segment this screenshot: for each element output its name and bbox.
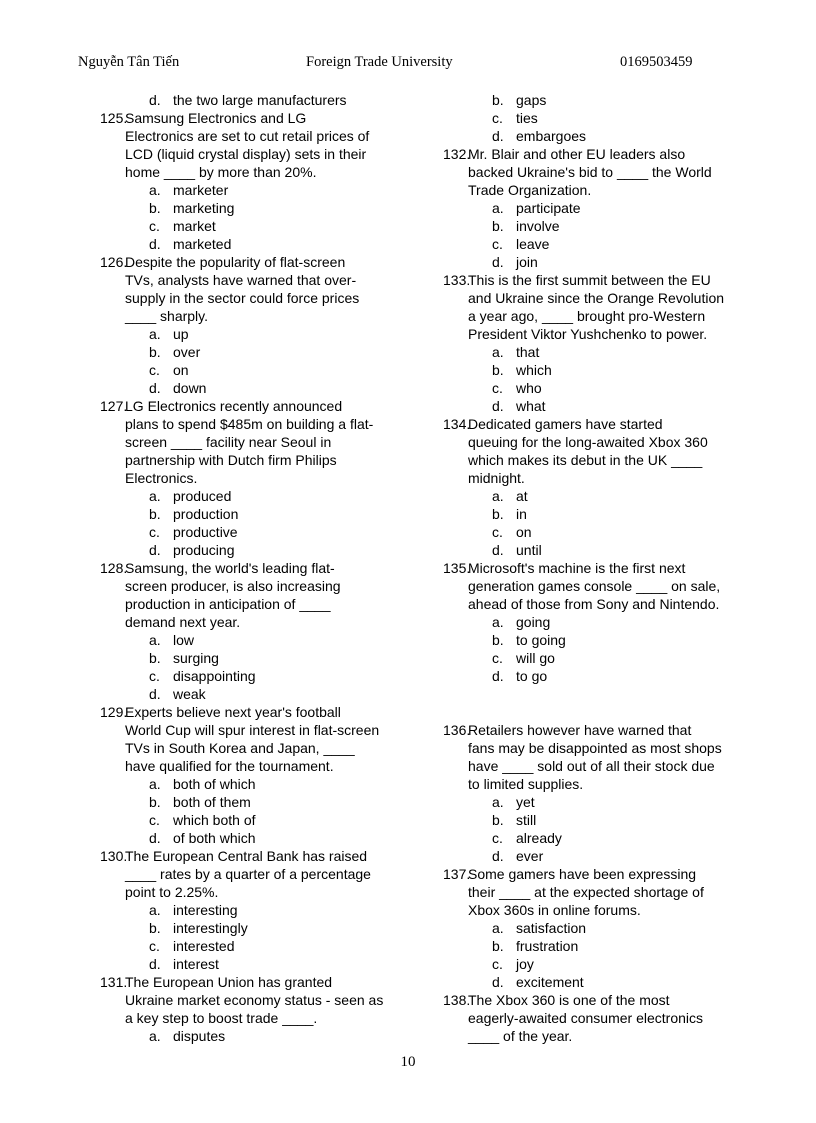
answer-option [443, 541, 743, 559]
option-letter: d. [492, 668, 504, 684]
question-text-continued [100, 271, 400, 289]
question-text: Samsung, the world's leading flat- [125, 560, 335, 576]
question-text-continued [443, 577, 743, 595]
answer-option [100, 667, 400, 685]
option-letter: c. [149, 668, 160, 684]
question-text-continued [100, 991, 400, 1009]
question-number: 128. [100, 560, 128, 576]
option-text: marketing [173, 200, 235, 216]
answer-option [100, 361, 400, 379]
question-text: LCD (liquid crystal display) sets in their [125, 146, 367, 162]
answer-option [443, 667, 743, 685]
question-line [443, 271, 743, 289]
option-letter: b. [492, 218, 504, 234]
option-text: weak [173, 686, 206, 702]
question-text-continued [443, 307, 743, 325]
question-text: Microsoft's machine is the first next [468, 560, 686, 576]
question-text-continued [100, 289, 400, 307]
option-letter: b. [149, 650, 161, 666]
option-letter: d. [149, 380, 161, 396]
option-letter: b. [492, 938, 504, 954]
question-number: 125. [100, 110, 128, 126]
option-letter: d. [492, 848, 504, 864]
question-text: The European Central Bank has raised [125, 848, 368, 864]
question-text: LG Electronics recently announced [125, 398, 343, 414]
question-text-continued [100, 865, 400, 883]
question-text: to limited supplies. [468, 776, 584, 792]
option-text: interesting [173, 902, 238, 918]
option-text: marketer [173, 182, 229, 198]
option-text: ever [516, 848, 544, 864]
answer-option [443, 613, 743, 631]
author-name: Nguyễn Tân Tiến [78, 54, 180, 70]
page-number: 10 [400, 1054, 416, 1070]
question-text: Experts believe next year's football [125, 704, 341, 720]
answer-option [100, 775, 400, 793]
answer-option [100, 199, 400, 217]
question-text: Samsung Electronics and LG [125, 110, 307, 126]
blank-line [443, 685, 743, 703]
question-text-continued [100, 145, 400, 163]
question-line [100, 397, 400, 415]
question-text-continued [443, 595, 743, 613]
question-text: fans may be disappointed as most shops [468, 740, 722, 756]
option-text: both of which [173, 776, 256, 792]
option-text: satisfaction [516, 920, 587, 936]
option-letter: b. [149, 344, 161, 360]
option-text: produced [173, 488, 232, 504]
question-text: World Cup will spur interest in flat-screen [125, 722, 380, 738]
answer-option [443, 937, 743, 955]
question-text: partnership with Dutch firm Philips [125, 452, 337, 468]
answer-option [443, 91, 743, 109]
option-text: to go [516, 668, 548, 684]
answer-option [443, 829, 743, 847]
question-line [100, 847, 400, 865]
option-text: down [173, 380, 207, 396]
question-number: 132. [443, 146, 471, 162]
question-text-continued [100, 469, 400, 487]
option-letter: d. [492, 542, 504, 558]
option-text: the two large manufacturers [173, 92, 347, 108]
option-text: already [516, 830, 562, 846]
option-text: interestingly [173, 920, 248, 936]
question-number: 127. [100, 398, 128, 414]
option-text: over [173, 344, 201, 360]
option-letter: d. [149, 542, 161, 558]
option-text: going [516, 614, 551, 630]
option-letter: a. [149, 1028, 161, 1044]
phone-number: 0169503459 [620, 54, 693, 70]
question-text-continued [100, 883, 400, 901]
question-text-continued [100, 451, 400, 469]
answer-option [443, 487, 743, 505]
question-text-continued [443, 775, 743, 793]
question-text: plans to spend $485m on building a flat- [125, 416, 374, 432]
question-number: 126. [100, 254, 128, 270]
option-letter: c. [149, 812, 160, 828]
answer-option [100, 829, 400, 847]
option-letter: b. [149, 200, 161, 216]
option-letter: b. [149, 794, 161, 810]
answer-option [100, 1027, 400, 1045]
option-letter: d. [492, 254, 504, 270]
option-letter: b. [492, 92, 504, 108]
question-text-continued [443, 901, 743, 919]
option-text: join [516, 254, 538, 270]
answer-option [443, 109, 743, 127]
option-letter: a. [492, 344, 504, 360]
question-text: Mr. Blair and other EU leaders also [468, 146, 686, 162]
option-text: leave [516, 236, 550, 252]
question-text-continued [443, 1027, 743, 1045]
answer-option [100, 685, 400, 703]
question-text: The European Union has granted [125, 974, 333, 990]
option-text: joy [516, 956, 534, 972]
question-text: a key step to boost trade ____. [125, 1010, 318, 1026]
option-text: producing [173, 542, 235, 558]
answer-option [100, 505, 400, 523]
option-text: until [516, 542, 542, 558]
question-text: Electronics. [125, 470, 198, 486]
question-text: have ____ sold out of all their stock due [468, 758, 715, 774]
option-letter: d. [149, 956, 161, 972]
answer-option [100, 343, 400, 361]
question-text: have qualified for the tournament. [125, 758, 334, 774]
answer-option [100, 325, 400, 343]
question-text: supply in the sector could force prices [125, 290, 360, 306]
option-letter: c. [149, 362, 160, 378]
question-line [100, 109, 400, 127]
question-text: ____ rates by a quarter of a percentage [125, 866, 371, 882]
option-letter: b. [492, 632, 504, 648]
question-text-continued [100, 721, 400, 739]
answer-option [443, 343, 743, 361]
question-line [100, 253, 400, 271]
option-letter: c. [492, 524, 503, 540]
option-letter: d. [149, 92, 161, 108]
question-line [443, 721, 743, 739]
option-letter: c. [492, 110, 503, 126]
question-text-continued [443, 451, 743, 469]
question-text-continued [443, 469, 743, 487]
question-line [443, 865, 743, 883]
option-letter: c. [149, 938, 160, 954]
question-text-continued [443, 289, 743, 307]
question-line [443, 145, 743, 163]
option-letter: a. [492, 920, 504, 936]
option-text: involve [516, 218, 560, 234]
option-text: to going [516, 632, 566, 648]
option-letter: c. [492, 830, 503, 846]
question-text: production in anticipation of ____ [125, 596, 331, 612]
option-text: still [516, 812, 537, 828]
option-text: excitement [516, 974, 584, 990]
school-name: Foreign Trade University [306, 54, 453, 70]
option-letter: a. [149, 182, 161, 198]
answer-option [443, 127, 743, 145]
question-text-continued [100, 307, 400, 325]
question-text-continued [100, 127, 400, 145]
question-text-continued [443, 181, 743, 199]
option-letter: c. [492, 236, 503, 252]
question-line [100, 973, 400, 991]
question-text-continued [443, 325, 743, 343]
answer-option [100, 811, 400, 829]
option-text: which both of [173, 812, 256, 828]
right-column [443, 91, 743, 1045]
option-letter: a. [149, 632, 161, 648]
answer-option [100, 181, 400, 199]
question-text: ____ sharply. [125, 308, 209, 324]
option-text: low [173, 632, 195, 648]
answer-option [443, 505, 743, 523]
option-text: what [516, 398, 546, 414]
answer-option [443, 199, 743, 217]
question-text: backed Ukraine's bid to ____ the World [468, 164, 712, 180]
option-letter: b. [492, 506, 504, 522]
question-text: demand next year. [125, 614, 241, 630]
option-letter: a. [492, 488, 504, 504]
question-text: midnight. [468, 470, 525, 486]
answer-option [443, 379, 743, 397]
option-text: in [516, 506, 527, 522]
question-text: and Ukraine since the Orange Revolution [468, 290, 725, 306]
option-text: production [173, 506, 239, 522]
question-text: eagerly-awaited consumer electronics [468, 1010, 703, 1026]
answer-option [443, 631, 743, 649]
option-letter: d. [149, 830, 161, 846]
question-text: a year ago, ____ brought pro-Western [468, 308, 706, 324]
question-text-continued [100, 595, 400, 613]
option-letter: c. [492, 956, 503, 972]
question-number: 138. [443, 992, 471, 1008]
answer-option [443, 523, 743, 541]
question-text-continued [100, 1009, 400, 1027]
option-text: who [516, 380, 542, 396]
option-letter: d. [492, 974, 504, 990]
question-number: 130. [100, 848, 128, 864]
question-text-continued [100, 613, 400, 631]
left-column [100, 91, 400, 1045]
option-text: up [173, 326, 189, 342]
option-letter: b. [492, 362, 504, 378]
question-text: TVs, analysts have warned that over- [125, 272, 357, 288]
answer-option [100, 235, 400, 253]
question-number: 133. [443, 272, 471, 288]
answer-option [443, 973, 743, 991]
question-text-continued [100, 415, 400, 433]
answer-option [443, 253, 743, 271]
option-text: of both which [173, 830, 256, 846]
option-letter: d. [492, 398, 504, 414]
answer-option [100, 901, 400, 919]
option-text: at [516, 488, 528, 504]
answer-option [443, 955, 743, 973]
option-letter: d. [492, 128, 504, 144]
option-letter: b. [149, 506, 161, 522]
option-letter: a. [149, 488, 161, 504]
answer-option [100, 523, 400, 541]
option-letter: c. [149, 524, 160, 540]
question-text: The Xbox 360 is one of the most [468, 992, 670, 1008]
option-text: gaps [516, 92, 547, 108]
question-text-continued [443, 1009, 743, 1027]
option-text: disputes [173, 1028, 226, 1044]
answer-option [100, 919, 400, 937]
option-text: productive [173, 524, 238, 540]
question-text: screen ____ facility near Seoul in [125, 434, 332, 450]
question-text-continued [443, 757, 743, 775]
option-letter: a. [492, 794, 504, 810]
option-letter: a. [149, 776, 161, 792]
option-text: marketed [173, 236, 232, 252]
question-text-continued [100, 757, 400, 775]
option-letter: c. [149, 218, 160, 234]
question-text-continued [443, 433, 743, 451]
question-text-continued [100, 739, 400, 757]
blank-line [443, 703, 743, 721]
option-letter: d. [149, 686, 161, 702]
option-letter: a. [149, 326, 161, 342]
answer-option [443, 649, 743, 667]
question-text: Retailers however have warned that [468, 722, 692, 738]
answer-option [443, 217, 743, 235]
question-line [100, 703, 400, 721]
question-text: queuing for the long-awaited Xbox 360 [468, 434, 708, 450]
question-number: 137. [443, 866, 471, 882]
question-text: President Viktor Yushchenko to power. [468, 326, 708, 342]
option-text: will go [516, 650, 555, 666]
question-text: Electronics are set to cut retail prices of [125, 128, 370, 144]
answer-option [100, 379, 400, 397]
question-text: point to 2.25%. [125, 884, 219, 900]
option-letter: a. [492, 614, 504, 630]
question-text: TVs in South Korea and Japan, ____ [125, 740, 355, 756]
option-text: surging [173, 650, 219, 666]
option-text: both of them [173, 794, 251, 810]
question-text-continued [100, 433, 400, 451]
option-text: disappointing [173, 668, 256, 684]
option-text: frustration [516, 938, 579, 954]
option-text: which [516, 362, 552, 378]
answer-option [100, 937, 400, 955]
question-text-continued [100, 163, 400, 181]
question-text: their ____ at the expected shortage of [468, 884, 704, 900]
question-text: Dedicated gamers have started [468, 416, 663, 432]
answer-option [100, 955, 400, 973]
answer-option [100, 487, 400, 505]
question-text: Trade Organization. [468, 182, 592, 198]
question-text-continued [443, 163, 743, 181]
question-text: Despite the popularity of flat-screen [125, 254, 346, 270]
question-text: Xbox 360s in online forums. [468, 902, 641, 918]
option-letter: c. [492, 380, 503, 396]
option-text: ties [516, 110, 538, 126]
question-text: screen producer, is also increasing [125, 578, 341, 594]
question-line [100, 559, 400, 577]
page-header [0, 54, 816, 74]
option-letter: b. [492, 812, 504, 828]
question-line [443, 415, 743, 433]
question-line [443, 559, 743, 577]
question-number: 131. [100, 974, 128, 990]
answer-option [443, 847, 743, 865]
option-text: interested [173, 938, 235, 954]
answer-option [100, 91, 400, 109]
option-letter: c. [492, 650, 503, 666]
answer-option [443, 919, 743, 937]
option-text: market [173, 218, 216, 234]
question-number: 129. [100, 704, 128, 720]
option-text: on [173, 362, 189, 378]
question-text: This is the first summit between the EU [468, 272, 711, 288]
question-text-continued [100, 577, 400, 595]
option-text: participate [516, 200, 581, 216]
option-text: that [516, 344, 540, 360]
question-text-continued [443, 739, 743, 757]
option-text: embargoes [516, 128, 587, 144]
answer-option [100, 649, 400, 667]
question-text-continued [443, 883, 743, 901]
answer-option [443, 361, 743, 379]
question-number: 136. [443, 722, 471, 738]
answer-option [443, 397, 743, 415]
question-number: 135. [443, 560, 471, 576]
answer-option [100, 631, 400, 649]
option-letter: b. [149, 920, 161, 936]
answer-option [443, 235, 743, 253]
question-text: home ____ by more than 20%. [125, 164, 317, 180]
answer-option [100, 793, 400, 811]
question-text: ____ of the year. [468, 1028, 573, 1044]
answer-option [100, 541, 400, 559]
question-line [443, 991, 743, 1009]
option-letter: a. [492, 200, 504, 216]
question-text: Some gamers have been expressing [468, 866, 697, 882]
question-text: which makes its debut in the UK ____ [468, 452, 703, 468]
question-number: 134. [443, 416, 471, 432]
option-text: interest [173, 956, 219, 972]
question-text: generation games console ____ on sale, [468, 578, 721, 594]
answer-option [100, 217, 400, 235]
option-text: on [516, 524, 532, 540]
option-text: yet [516, 794, 535, 810]
answer-option [443, 793, 743, 811]
option-letter: a. [149, 902, 161, 918]
question-text: ahead of those from Sony and Nintendo. [468, 596, 720, 612]
question-text: Ukraine market economy status - seen as [125, 992, 384, 1008]
answer-option [443, 811, 743, 829]
option-letter: d. [149, 236, 161, 252]
